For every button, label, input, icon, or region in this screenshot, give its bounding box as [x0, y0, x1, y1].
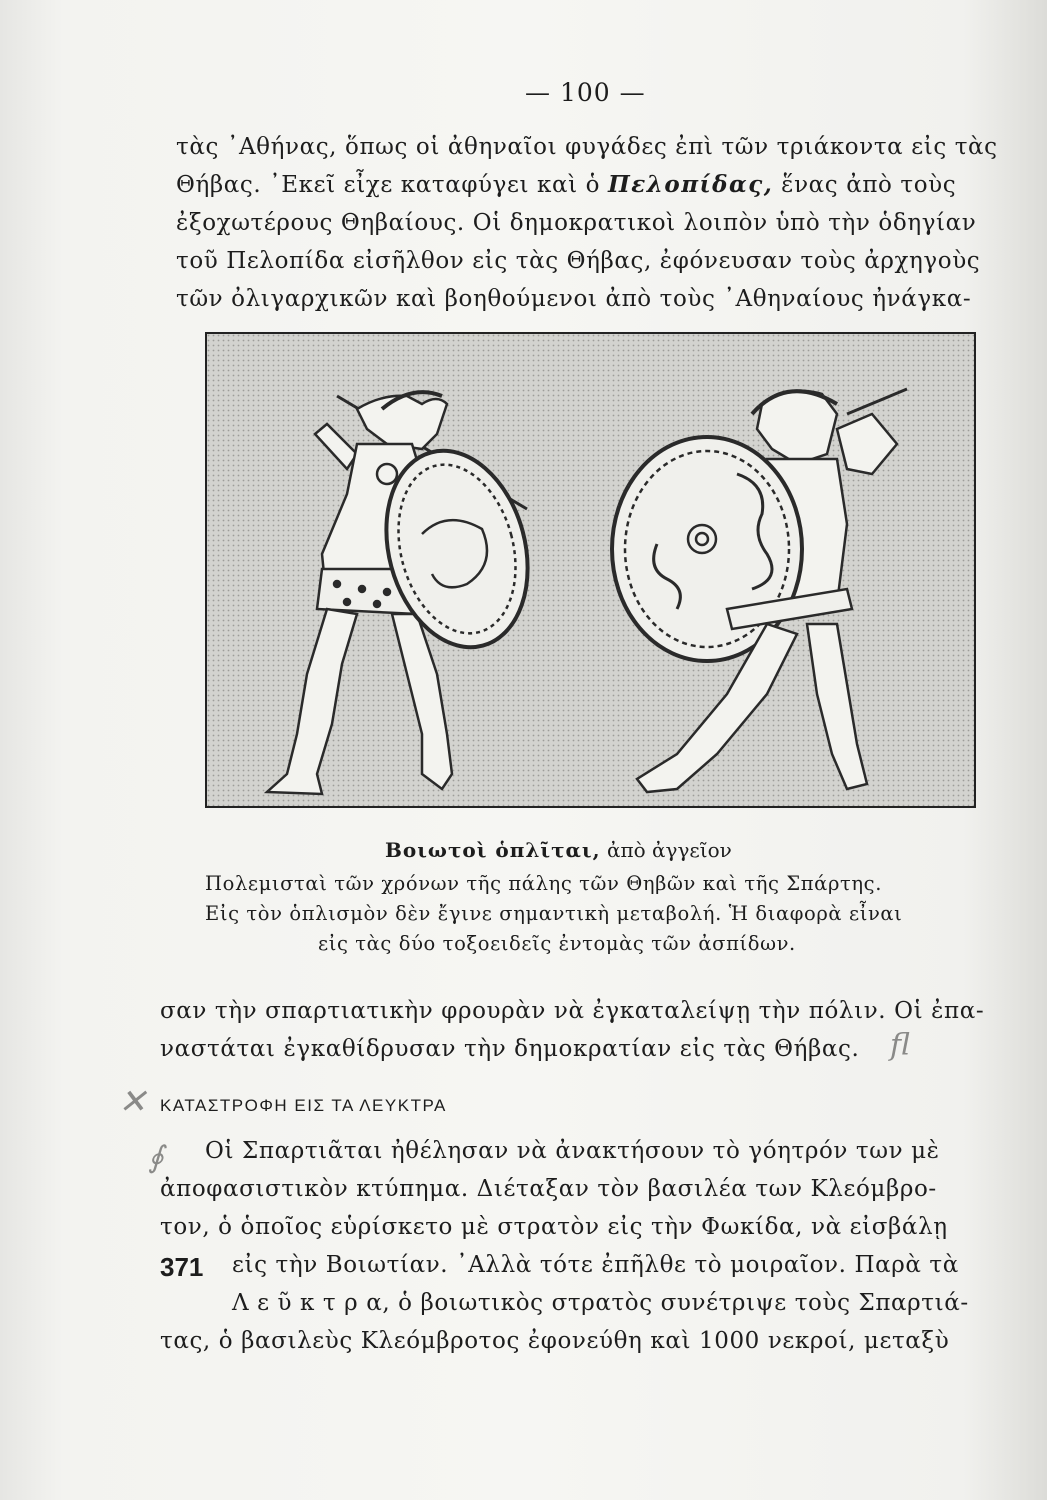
- text-line: Λ ε ῦ κ τ ρ α, ὁ βοιωτικὸς στρατὸς συνέτριψε τοὺς Σπαρτιά-: [232, 1290, 969, 1316]
- figure-caption-line: εἰς τὰς δύο τοξοειδεῖς ἐντομὰς τῶν ἀσπίδων.: [318, 932, 796, 955]
- text-line: τοῦ Πελοπίδα εἰσῆλθον εἰς τὰς Θήβας, ἐφόνευσαν τοὺς ἀρχηγοὺς: [176, 248, 981, 274]
- text-line: τον, ὁ ὁποῖος εὑρίσκετο μὲ στρατὸν εἰς τὴν Φωκίδα, νὰ εἰσβάλῃ: [160, 1214, 948, 1240]
- text-line: εἰς τὴν Βοιωτίαν. ᾿Αλλὰ τότε ἐπῆλθε τὸ μοιραῖον. Παρὰ τὰ: [232, 1252, 959, 1278]
- pencil-mark: ∮: [148, 1140, 164, 1175]
- text-line: τας, ὁ βασιλεὺς Κλεόμβροτος ἐφονεύθη καὶ 1000 νεκροί, μεταξὺ: [160, 1328, 950, 1354]
- text-line: Οἱ Σπαρτιᾶται ἠθέλησαν νὰ ἀνακτήσουν τὸ γόητρόν των μὲ: [205, 1138, 940, 1164]
- text-line: τὰς ᾿Αθήνας, ὅπως οἱ ἀθηναῖοι φυγάδες ἐπὶ τῶν τριάκοντα εἰς τὰς: [176, 134, 998, 160]
- caption-title-bold: Βοιωτοὶ ὁπλῖται,: [385, 838, 601, 862]
- page-number: — 100 —: [525, 78, 646, 107]
- text-line: ἀποφασιστικὸν κτύπημα. Διέταξαν τὸν βασιλέα των Κλεόμβρο-: [160, 1176, 937, 1202]
- text-line: σαν τὴν σπαρτιατικὴν φρουρὰν νὰ ἐγκαταλείψῃ τὴν πόλιν. Οἱ ἐπα-: [160, 998, 985, 1024]
- pencil-mark: ﬂ: [890, 1028, 911, 1063]
- hoplites-drawing: [207, 334, 974, 806]
- figure-caption-title: [385, 838, 805, 862]
- figure-caption-line: Πολεμισταὶ τῶν χρόνων τῆς πάλης τῶν Θηβῶν καὶ τῆς Σπάρτης.: [205, 872, 882, 895]
- section-heading: ΚΑΤΑΣΤΡΟΦΗ ΕΙΣ ΤΑ ΛΕΥΚΤΡΑ: [160, 1096, 447, 1115]
- caption-title-rest: ἀπὸ ἀγγεῖον: [606, 838, 732, 862]
- bold-name-pelopidas: Πελοπίδας,: [608, 171, 774, 198]
- figure-caption-line: Εἰς τὸν ὁπλισμὸν δὲν ἔγινε σημαντικὴ μεταβολή. Ἡ διαφορὰ εἶναι: [205, 902, 903, 925]
- text-span: ἕνας ἀπὸ τοὺς: [781, 172, 957, 198]
- text-line: [176, 166, 956, 204]
- margin-year-number: 371: [160, 1252, 204, 1282]
- text-line: ναστάται ἐγκαθίδρυσαν τὴν δημοκρατίαν εἰς τὰς Θήβας.: [160, 1036, 860, 1062]
- text-line: τῶν ὀλιγαρχικῶν καὶ βοηθούμενοι ἀπὸ τοὺς ᾿Αθηναίους ἠνάγκα-: [176, 286, 972, 312]
- text-span: Θήβας. ᾿Εκεῖ εἶχε καταφύγει καὶ ὁ: [176, 172, 601, 198]
- pencil-mark: ✕: [118, 1082, 147, 1122]
- text-line: ἐξοχωτέρους Θηβαίους. Οἱ δημοκρατικοὶ λοιπὸν ὑπὸ τὴν ὁδηγίαν: [176, 210, 977, 236]
- vase-illustration: [205, 332, 976, 808]
